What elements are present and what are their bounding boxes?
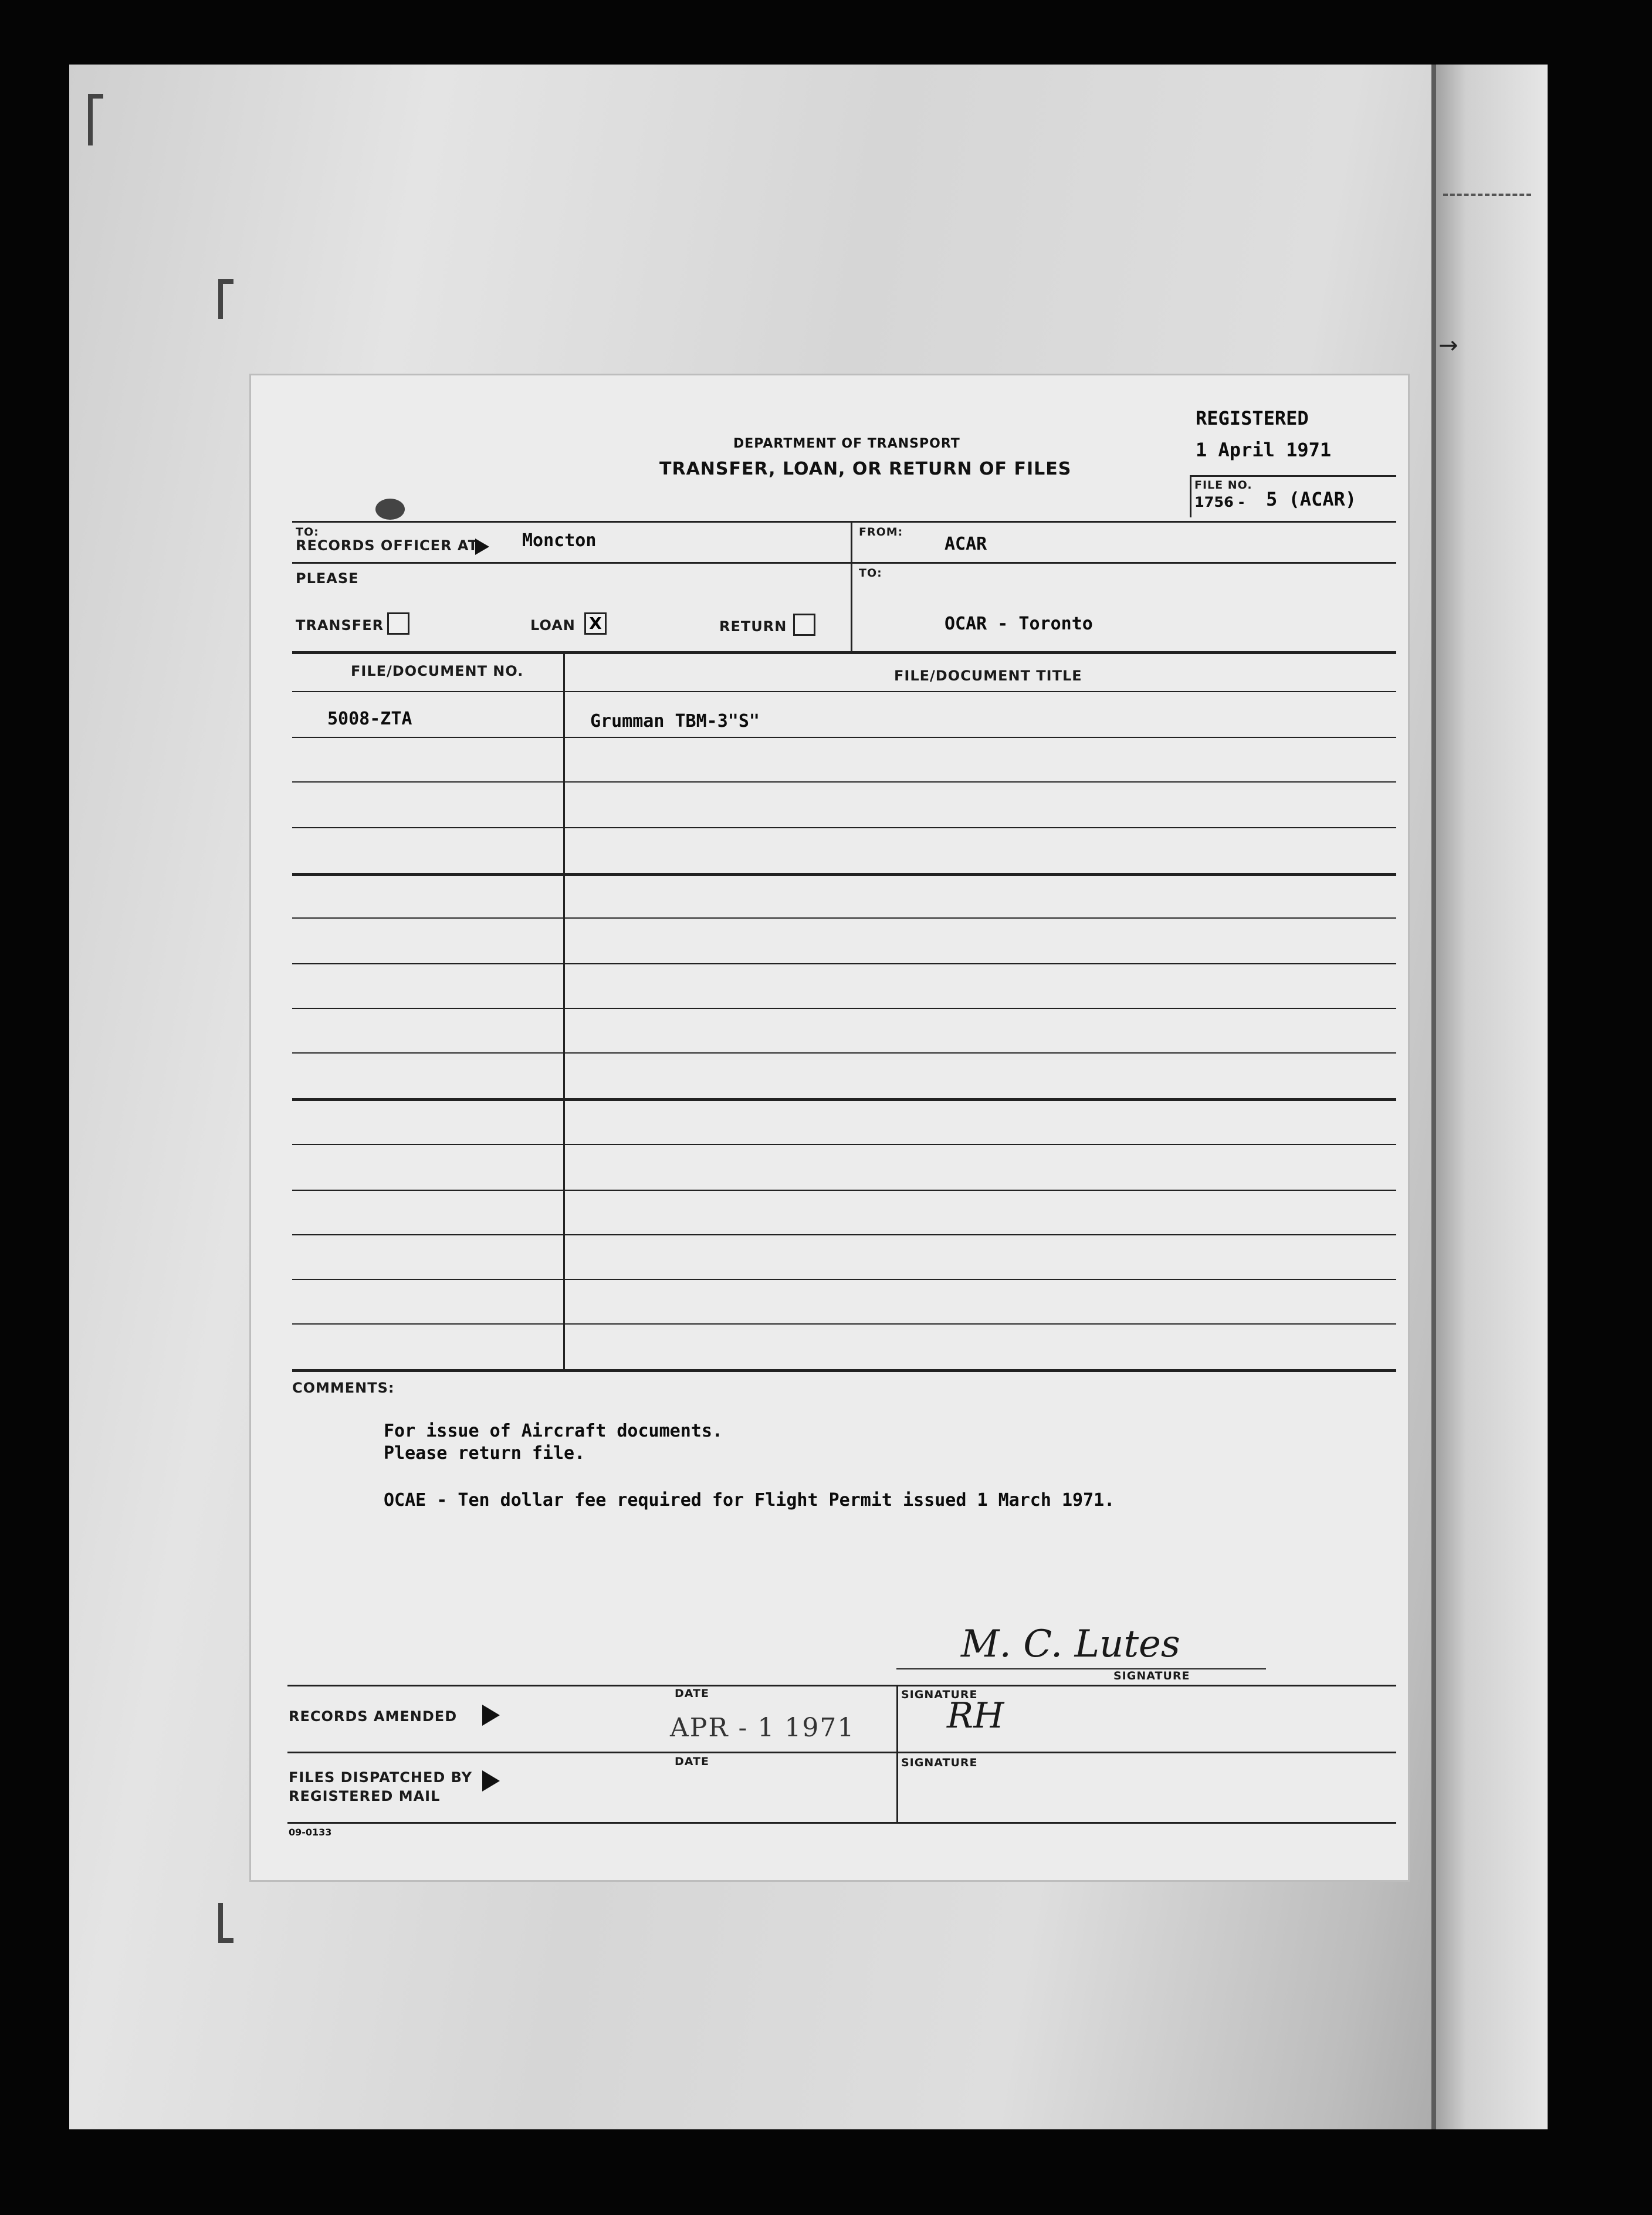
footer-divider <box>896 1685 898 1822</box>
comment-line-1: For issue of Aircraft documents. <box>384 1421 723 1441</box>
corner-crop-mark <box>218 1903 233 1943</box>
col1-header: FILE/DOCUMENT NO. <box>351 663 524 679</box>
to2-label: TO: <box>859 567 882 580</box>
signature-label: SIGNATURE <box>1113 1669 1190 1682</box>
return-label: RETURN <box>719 618 787 635</box>
records-officer-label: RECORDS OFFICER AT <box>296 537 478 554</box>
comments-label: COMMENTS: <box>292 1380 395 1396</box>
footer-top-rule <box>287 1685 1396 1686</box>
table-row-rule <box>292 1052 1396 1054</box>
rule-heavy <box>292 651 1396 654</box>
table-row-rule <box>292 691 1396 692</box>
ink-blot <box>375 499 405 520</box>
records-amended-label: RECORDS AMENDED <box>289 1708 458 1725</box>
table-row-no: 5008-ZTA <box>327 709 412 729</box>
arrow-mark: → <box>1438 332 1458 359</box>
table-row-rule <box>292 1279 1396 1280</box>
form-number: 09-0133 <box>289 1827 332 1838</box>
file-no-left-rule <box>1190 475 1191 517</box>
rule <box>292 521 1396 523</box>
transfer-checkbox[interactable] <box>387 612 409 635</box>
table-row-title: Grumman TBM-3"S" <box>590 711 760 731</box>
table-row-rule <box>292 827 1396 828</box>
file-folder-edge <box>1431 65 1548 2129</box>
play-arrow-icon <box>482 1770 500 1791</box>
table-row-rule <box>292 1234 1396 1235</box>
table-row-rule <box>292 737 1396 738</box>
play-arrow-icon <box>482 1705 500 1726</box>
corner-crop-mark <box>88 94 103 145</box>
records-amended-date: APR - 1 1971 <box>670 1713 855 1743</box>
table-row-rule <box>292 1008 1396 1009</box>
footer-mid-rule <box>287 1752 1396 1753</box>
signature-label-2: SIGNATURE <box>901 1756 978 1769</box>
table-row-rule <box>292 963 1396 964</box>
loan-label: LOAN <box>530 617 576 634</box>
dashed-mark <box>1443 194 1531 196</box>
table-row-rule <box>292 781 1396 783</box>
footer-bottom-rule <box>287 1822 1396 1824</box>
form-title: TRANSFER, LOAN, OR RETURN OF FILES <box>659 459 1072 479</box>
to2-value: OCAR - Toronto <box>945 614 1093 634</box>
play-arrow-icon <box>475 538 489 555</box>
transfer-label: TRANSFER <box>296 617 384 634</box>
department-heading: DEPARTMENT OF TRANSPORT <box>733 436 960 451</box>
table-row-rule <box>292 1190 1396 1191</box>
from-label: FROM: <box>859 526 903 538</box>
signature-rule <box>896 1668 1266 1669</box>
please-label: PLEASE <box>296 570 359 587</box>
table-bottom-rule <box>292 1369 1396 1372</box>
registered-stamp: REGISTERED <box>1196 407 1309 429</box>
from-value: ACAR <box>945 534 987 554</box>
to-label: TO: <box>296 526 319 538</box>
corner-crop-mark <box>218 279 233 319</box>
initials: RH <box>947 1695 1004 1736</box>
dispatched-label-1: FILES DISPATCHED BY <box>289 1769 472 1786</box>
comment-line-2: Please return file. <box>384 1443 585 1464</box>
date-label: DATE <box>675 1687 709 1700</box>
table-row-rule <box>292 1323 1396 1325</box>
rule-vertical <box>851 521 852 651</box>
date-label-2: DATE <box>675 1755 709 1768</box>
handwritten-signature: M. C. Lutes <box>961 1623 1180 1666</box>
transfer-form <box>251 375 1408 1880</box>
file-no-label: FILE NO. <box>1194 479 1252 492</box>
return-checkbox[interactable] <box>793 614 815 636</box>
rule <box>292 562 1396 564</box>
file-no-value: 5 (ACAR) <box>1266 488 1357 510</box>
signature-label-footer: SIGNATURE <box>901 1688 978 1701</box>
loan-checkbox[interactable]: X <box>584 612 607 635</box>
table-column-divider <box>563 651 565 1370</box>
table-row-rule-heavy <box>292 873 1396 876</box>
col2-header: FILE/DOCUMENT TITLE <box>894 668 1082 684</box>
file-no-prefix: 1756 - <box>1194 494 1245 510</box>
table-row-rule-heavy <box>292 1098 1396 1101</box>
comment-line-3: OCAE - Ten dollar fee required for Flight Permit issued 1 March 1971. <box>384 1490 1115 1510</box>
table-row-rule <box>292 1144 1396 1145</box>
folder-fold-line <box>1431 65 1436 2129</box>
registered-date: 1 April 1971 <box>1196 439 1332 461</box>
dispatched-label-2: REGISTERED MAIL <box>289 1788 441 1804</box>
table-row-rule <box>292 917 1396 919</box>
records-officer-value: Moncton <box>522 530 597 551</box>
file-no-top-rule <box>1190 475 1396 477</box>
